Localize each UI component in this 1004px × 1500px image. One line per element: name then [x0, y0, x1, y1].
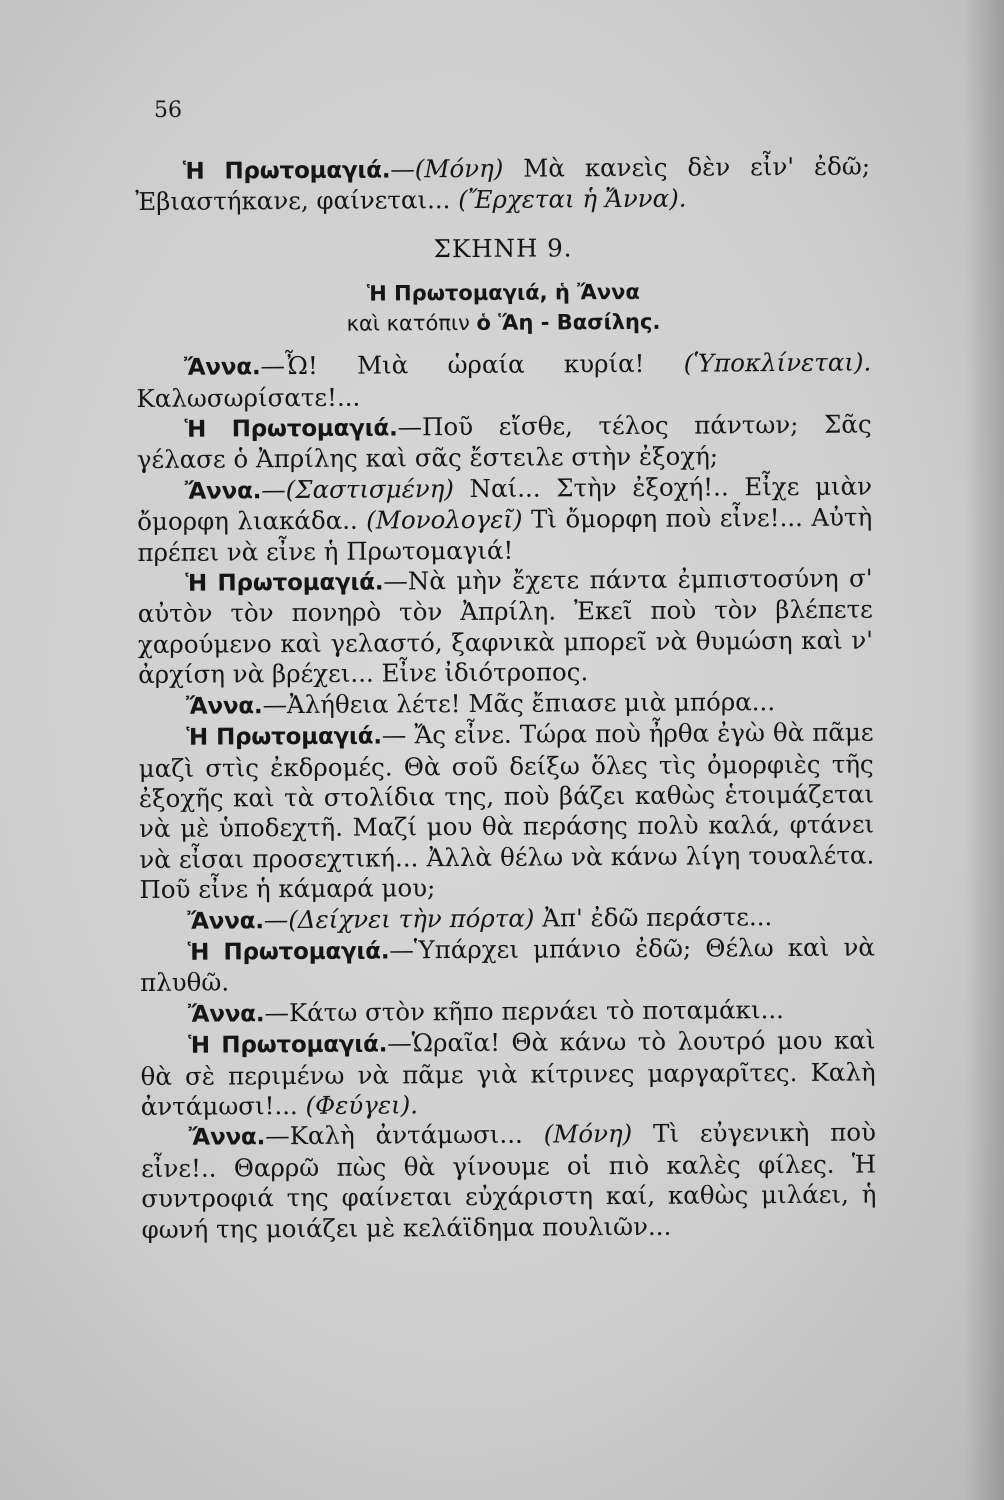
- dialogue-line: [136, 348, 871, 414]
- dialogue-text: Ἀπ' ἐδῶ περάστε...: [534, 901, 773, 933]
- cast-character: Ἡ Πρωτομαγιά, ἡ: [366, 280, 570, 306]
- dialogue-line: [137, 410, 872, 476]
- speaker-name: Ἄννα.: [187, 907, 264, 935]
- dialogue-line: [140, 932, 875, 998]
- scene-title: ΣΚΗΝΗ 9.: [433, 233, 573, 263]
- dialogue-text: Τὶ εὐγενικὴ ποὺ εἶνε!.. Θαρρῶ πὼς θὰ γίνουμε οἱ πιὸ καλὲς φίλες. Ἡ συντροφιά της φαίνεται εὐχάριστη καί, καθὼς μιλάει, ἡ φωνή της μοιάζει μὲ κελάϊδημα πουλιῶν...: [141, 1117, 877, 1244]
- cast-line-2: [136, 306, 871, 340]
- speaker-name: Ἡ Πρωτομαγιά.: [187, 938, 390, 966]
- page-body: [135, 152, 877, 1245]
- dialogue-text: —Ὑπάρχει μπάνιο ἐδῶ; Θέλω καὶ νὰ πλυθῶ.: [139, 932, 875, 998]
- dialogue-text: Ναί... Στὴν ἐξοχή!.. Εἶχε μιὰν ὄμορφη λιακάδα..: [137, 471, 873, 537]
- stage-direction: (Μονολογεῖ): [366, 504, 523, 535]
- dialogue-text: Μὰ κανεὶς δὲν εἶν' ἐδῶ; Ἐβιαστήκανε, φαίνεται...: [135, 151, 871, 217]
- opening-paragraph: [135, 152, 870, 218]
- page-number: 56: [154, 98, 182, 123]
- stage-direction: —(Σαστισμένη): [261, 473, 455, 505]
- dash: —: [390, 154, 415, 184]
- cast-character: ὁ Ἅη - Βασίλης.: [476, 310, 661, 336]
- dialogue-text: —Κάτω στὸν κῆπο περνάει τὸ ποταμάκι...: [264, 994, 785, 1027]
- speaker-name: Ἄννα.: [183, 354, 261, 381]
- dialogue-text: — Ἄς εἶνε. Τώρα ποὺ ἦρθα ἐγὼ θὰ πᾶμε μαζὶ στὶς ἐκδρομές. Θὰ σοῦ δείξω ὅλες τὶς ὀμορφιὲς τῆς ἐξοχῆς καὶ τὰ στολίδια της, ποὺ βάζει καθὼς ἑτοιμάζεται νὰ μὲ ὑποδεχτῆ. Μαζί μου θὰ περάσης πολὺ καλά, φτάνει νὰ εἶσαι προσεχτική... Ἀλλὰ θέλω νὰ κάνω λίγη τουαλέτα. Ποῦ εἶνε ἡ κάμαρά μου;: [138, 717, 875, 905]
- stage-direction: —(Δείχνει τὴν πόρτα): [263, 903, 535, 934]
- dialogue-text: —Ποῦ εἴσθε, τέλος πάντων; Σᾶς γέλασε ὁ Ἀπρίλης καὶ σᾶς ἔστειλε στὴν ἐξοχή;: [136, 409, 872, 475]
- dialogue-line: [140, 901, 875, 937]
- dialogue-line: [140, 1026, 876, 1123]
- dialogue-line: [141, 1118, 877, 1245]
- dialogue-line: [140, 994, 875, 1030]
- cast-character: Ἄννα: [569, 280, 640, 305]
- dialogue-line: [137, 471, 873, 568]
- dialogue-line: [138, 686, 873, 722]
- dialogue-text: —Καλὴ ἀντάμωσι...: [265, 1119, 544, 1151]
- dialogue-text: Τὶ ὄμορφη ποὺ εἶνε!... Αὐτὴ πρέπει νὰ εἶνε ἡ Πρωτομαγιά!: [137, 502, 873, 567]
- dialogue-text: —Ὦ! Μιὰ ὡραία κυρία!: [260, 348, 684, 381]
- speaker-name: Ἡ Πρωτομαγιά.: [184, 415, 398, 443]
- speaker-name: Ἄννα.: [187, 1000, 265, 1028]
- dialogue-text: —Ὡραῖα! Θὰ κάνω τὸ λουτρό μου καὶ θὰ σὲ περιμένω νὰ πᾶμε γιὰ κίτρινες μαργαρῖτες. Καλὴ ἀντάμωσι!...: [140, 1025, 876, 1121]
- speaker-name: Ἡ Πρωτομαγιά.: [188, 1031, 388, 1059]
- dialogue-line: [138, 564, 874, 691]
- page-edge-shadow: [964, 0, 1004, 1500]
- dialogue-text: —Ἀλήθεια λέτε! Μᾶς ἔπιασε μιὰ μπόρα...: [262, 686, 776, 719]
- speaker-name: Ἄννα.: [184, 478, 262, 505]
- cast-line-1: [136, 276, 871, 310]
- speaker-name: Ἄννα.: [188, 1124, 266, 1152]
- speaker-name: Ἡ Πρωτομαγιά.: [185, 569, 384, 597]
- speaker-name: Ἄννα.: [186, 692, 263, 720]
- speaker-name: Ἡ Πρωτομαγιά.: [186, 723, 382, 751]
- dialogue-line: [138, 718, 874, 906]
- stage-direction: (Φεύγει).: [305, 1090, 419, 1120]
- speaker-name: Ἡ Πρωτομαγιά.: [182, 157, 391, 185]
- dialogue-text: Καλωσωρίσατε!...: [136, 382, 361, 413]
- cast-connector: καὶ κατόπιν: [346, 311, 477, 336]
- stage-direction: (Μόνη): [414, 153, 504, 184]
- dialogue-text: —Νὰ μὴν ἔχετε πάντα ἐμπιστοσύνη σ' αὐτὸν τὸν πονηρὸ τὸν Ἀπρίλη. Ἐκεῖ ποὺ τὸν βλέπετε χαρούμενο καὶ γελαστό, ξαφνικὰ μπορεῖ νὰ θυμώση καὶ ν' ἀρχίση νὰ βρέχει... Εἶνε ἰδιότροπος.: [137, 563, 874, 690]
- stage-direction: (Ὑποκλίνεται).: [683, 347, 872, 378]
- stage-direction: (Ἔρχεται ἡ Ἄννα).: [458, 184, 687, 215]
- scene-cast: [136, 276, 871, 340]
- stage-direction: (Μόνη): [543, 1119, 633, 1149]
